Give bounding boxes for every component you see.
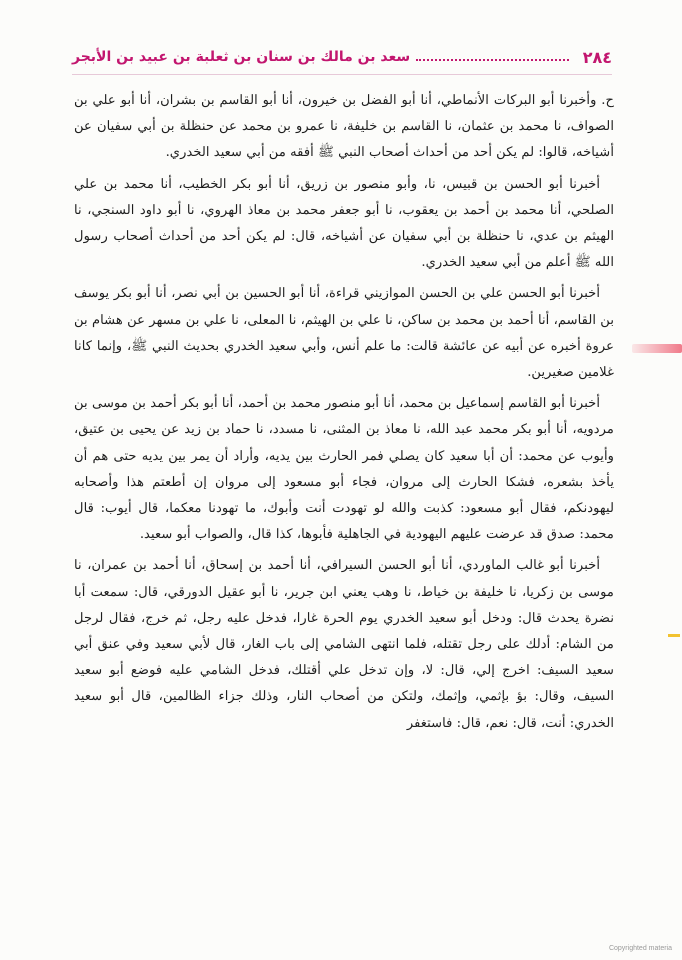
copyright-watermark: Copyrighted materia bbox=[608, 945, 672, 952]
running-title: سعد بن مالك بن سنان بن ثعلبة بن عبيد بن الأبجر bbox=[72, 49, 411, 65]
margin-marker bbox=[668, 634, 680, 637]
page-number: ٢٨٤ bbox=[582, 47, 612, 67]
paragraph-5: أخبرنا أبو غالب الماوردي، أنا أبو الحسن السيرافي، أنا أحمد بن إسحاق، أنا أحمد بن عمران، نا موسى بن زكريا، نا خليفة بن خياط، نا وهب يعني ابن جرير، نا أبو عقيل الدورقي، قال: سمعت أبا نضرة يحدث قال: ودخل أبو سعيد الخدري يوم الحرة غارا، فدخل عليه رجل، ثم خرج، فقال لرجل من الشام: أدلك على رجل تقتله، فلما انتهى الشامي إلى باب الغار، قال لأبي سعيد وفي عنق أبي سعيد السيف: اخرج إلي، قال: لا، وإن تدخل علي أقتلك، فدخل الشامي عليه فوضع أبو سعيد السيف، وقال: بؤ بإثمي، وإثمك، ولتكن من أصحاب النار، وذلك جزاء الظالمين، قال أبو سعيد الخدري: أنت، قال: نعم، قال: فاستغفر bbox=[74, 558, 614, 731]
paragraph-4: أخبرنا أبو القاسم إسماعيل بن محمد، أنا أبو منصور محمد بن أحمد، أنا أبو بكر أحمد بن موسى بن مردويه، أنا أبو بكر محمد عبد الله، نا معاذ بن المثنى، نا مسدد، نا حماد بن زيد عن يحيى بن عتيق، وأيوب عن محمد: أن أبا سعيد كان يصلي فمر الحارث بين يديه، وأراد أن يمر بين يديه حتى هم أن يأخذ بشعره، فشكا الحارث إلى مروان، فجاء أبو مسعود إلى مروان إن أطعتم هذا وأصحابه ليهودنكم، فقال أبو مسعود: كذبت والله لو تهودت أنت وأبوك، ما تهودنا معكما، قال أيوب: قال محمد: صدق قد عرضت عليهم اليهودية في الجاهلية فأبوها، كذا قال، والصواب أبو سعيد. bbox=[74, 396, 614, 543]
paragraph-1: ح. وأخبرنا أبو البركات الأنماطي، أنا أبو الفضل بن خيرون، أنا أبو القاسم بن بشران، أنا أبو علي بن الصواف، نا محمد بن عثمان، نا القاسم بن خليفة، نا عمرو بن محمد عن حنظلة بن أبي سفيان عن أشياخه، قالوا: لم يكن أحد من أحداث أصحاب النبي ﷺ أفقه من أبي سعيد الخدري. bbox=[74, 93, 614, 161]
paragraph-3: أخبرنا أبو الحسن علي بن الحسن الموازيني قراءة، أنا أبو الحسين بن أبي نصر، أنا أبو بكر يوسف بن القاسم، أنا أحمد بن محمد بن ساكن، نا علي بن الهيثم، نا المعلى، نا علي بن مسهر عن هشام بن عروة أخبره عن أبيه عن عائشة قالت: ما علم أنس، وأبي سعيد الخدري بحديث النبي ﷺ، وإنما كانا غلامين صغيرين. bbox=[74, 286, 614, 381]
page-header bbox=[72, 44, 612, 70]
header-leader-dots bbox=[416, 59, 569, 61]
header-divider bbox=[72, 74, 612, 75]
paragraph-2: أخبرنا أبو الحسن بن قبيس، نا، وأبو منصور بن زريق، أنا أبو بكر الخطيب، أنا محمد بن علي الصلحي، أنا محمد بن أحمد بن يعقوب، نا أبو جعفر محمد بن معاذ الهروي، نا أبو داود السنجي، نا الهيثم بن عدي، نا حنظلة بن أبي سفيان عن أشياخه، قال: لم يكن أحد من أحداث أصحاب رسول الله ﷺ أعلم من أبي سعيد الخدري. bbox=[74, 176, 614, 271]
bookmark-ribbon bbox=[632, 344, 682, 353]
page-body bbox=[74, 88, 614, 742]
